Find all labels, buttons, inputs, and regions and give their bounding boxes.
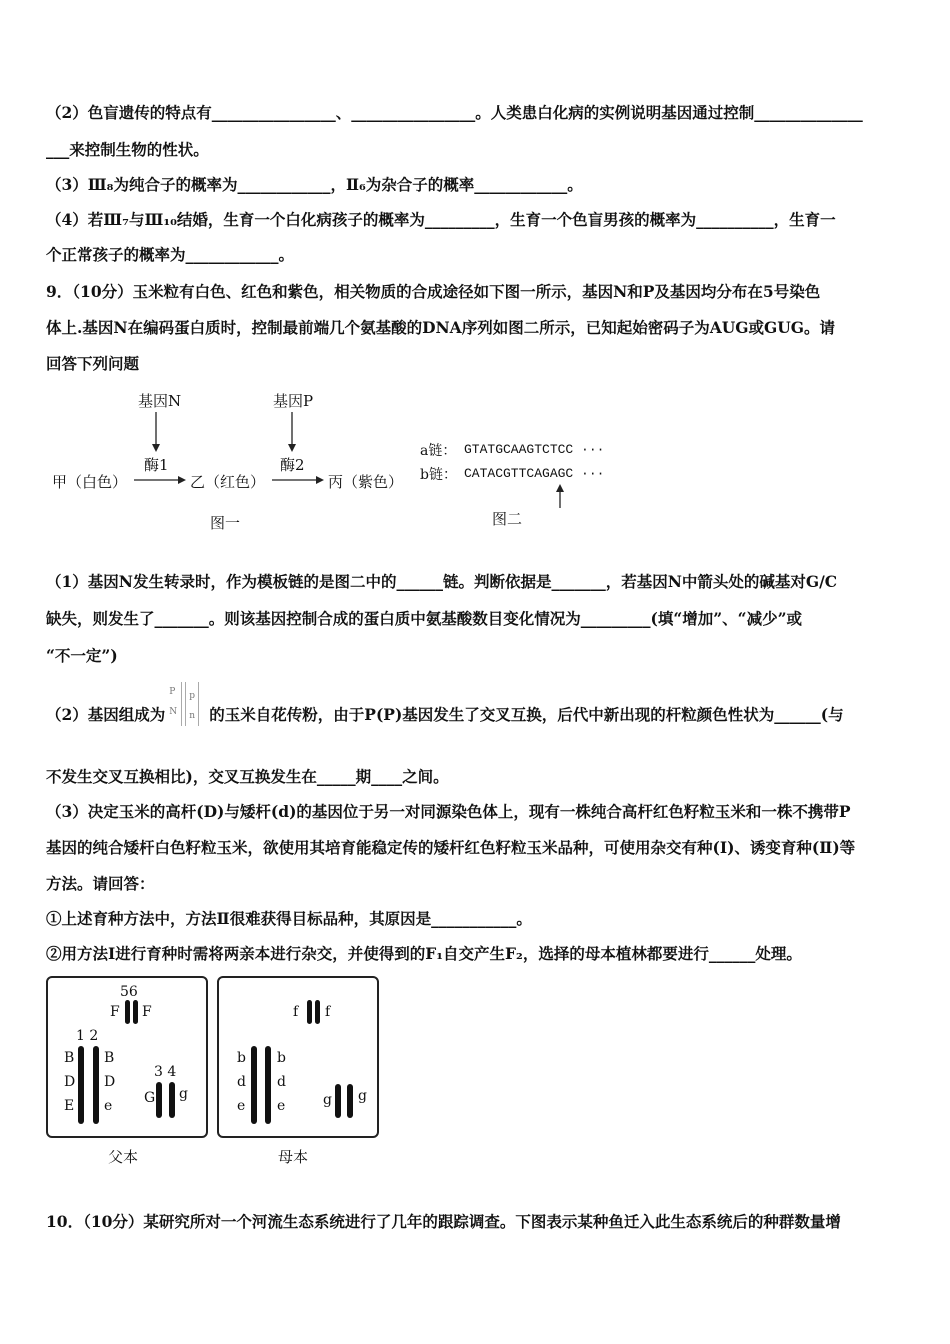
q9-sub1-line3: “不一定”) xyxy=(46,646,118,665)
mother-chromosome-box xyxy=(217,976,379,1138)
q9-sub1-line1: （1）基因N发生转录时，作为模板链的是图二中的______链。判断依据是_______，若基因N中箭头处的碱基对G/C xyxy=(46,572,838,591)
q9-intro-line1: 9．（10分）玉米粒有白色、红色和紫色，相关物质的合成途径如下图一所示，基因N和P及基因均分布在5号染色 xyxy=(46,282,821,301)
sub2-suffix: 的玉米自花传粉，由于P(P)基因发生了交叉互换，后代中新出现的杆粒颜色性状为______(与 xyxy=(209,705,844,724)
father-chromosome-1 xyxy=(78,1046,84,1124)
genotype-n2: n xyxy=(189,711,196,721)
genotype-n1: N xyxy=(169,707,178,717)
father-label-34: 3 4 xyxy=(154,1064,177,1080)
q8-part2-line1: （2）色盲遗传的特点有________________、________________。人类患白化病的实例说明基因通过控制______________ xyxy=(46,103,863,122)
mutation-arrow xyxy=(420,436,640,536)
substance-bing: 丙（紫色） xyxy=(328,473,404,491)
q9-sub1-line2: 缺失，则发生了_______。则该基因控制合成的蛋白质中氨基酸数目变化情况为_________(填“增加”、“减少”或 xyxy=(46,609,802,628)
genotype-figure xyxy=(165,687,209,726)
substance-jia: 甲（白色） xyxy=(52,473,128,491)
q9-sub3-item2: ②用方法I进行育种时需将两亲本进行杂交，并使得到的F₁自交产生F₂，选择的母本植林都要进行______处理。 xyxy=(46,944,802,963)
genotype-p2: p xyxy=(189,691,196,701)
q8-part4-line2: 个正常孩子的概率为____________。 xyxy=(46,245,295,264)
mother-right-allele-3: e xyxy=(277,1098,286,1114)
chain-a-sequence: GTATGCAAGTCTCC ··· xyxy=(464,442,605,457)
mother-chromosome-5 xyxy=(307,1000,312,1024)
mother-allele-f-left: f xyxy=(293,1004,299,1020)
gene-p-label: 基因P xyxy=(273,392,314,410)
father-chromosome-6 xyxy=(133,1000,138,1024)
figure-two-dna xyxy=(420,436,640,536)
father-allele-G: G xyxy=(144,1090,156,1106)
father-right-allele-1: B xyxy=(104,1050,115,1066)
q9-sub2-line2: 不发生交叉互换相比)，交叉互换发生在_____期____之间。 xyxy=(46,767,449,786)
q9-intro-line2: 体上.基因N在编码蛋白质时，控制最前端几个氨基酸的DNA序列如图二所示，已知起始密码子为AUG或GUG。请 xyxy=(46,318,835,337)
mother-chromosome-6 xyxy=(315,1000,320,1024)
figure-two-caption: 图二 xyxy=(492,510,523,528)
figure-one-pathway xyxy=(46,388,416,538)
chain-a-label: a链： xyxy=(420,443,457,459)
mother-chromosome-1 xyxy=(251,1046,257,1124)
q10-intro: 10．（10分）某研究所对一个河流生态系统进行了几年的跟踪调查。下图表示某种鱼迁入此生态系统后的种群数量增 xyxy=(46,1212,841,1231)
father-chromosome-3 xyxy=(156,1082,162,1118)
father-left-allele-1: B xyxy=(64,1050,75,1066)
father-allele-g: g xyxy=(179,1086,188,1102)
mother-right-allele-2: d xyxy=(277,1074,286,1090)
substance-yi: 乙（红色） xyxy=(190,473,266,491)
chain-b-sequence: CATACGTTCAGAGC ··· xyxy=(464,466,605,481)
q9-sub3-line2: 基因的纯合矮杆白色籽粒玉米，欲使用其培育能稳定传的矮杆红色籽粒玉米品种，可使用杂交有种(I)、诱变育种(Ⅱ)等 xyxy=(46,838,856,857)
father-right-allele-3: e xyxy=(104,1098,113,1114)
mother-right-allele-1: b xyxy=(277,1050,286,1066)
mother-left-allele-3: e xyxy=(237,1098,246,1114)
father-right-allele-2: D xyxy=(104,1074,116,1090)
mother-left-allele-2: d xyxy=(237,1074,246,1090)
genotype-p1: P xyxy=(169,687,176,697)
mother-allele-g-right: g xyxy=(358,1088,367,1104)
q8-part2-line2: ___来控制生物的性状。 xyxy=(46,140,209,159)
sub2-prefix: （2）基因组成为 xyxy=(46,705,166,724)
father-label-56: 56 xyxy=(120,984,138,1000)
q9-sub3-line1: （3）决定玉米的高杆(D)与矮杆(d)的基因位于另一对同源染色体上，现有一株纯合高杆红色籽粒玉米和一株不携带P xyxy=(46,802,851,821)
figure-one-caption: 图一 xyxy=(210,514,241,532)
father-caption: 父本 xyxy=(108,1148,139,1166)
enzyme1-label: 酶1 xyxy=(144,456,169,474)
father-left-allele-3: E xyxy=(64,1098,75,1114)
father-chromosome-5 xyxy=(125,1000,130,1024)
father-label-12: 1 2 xyxy=(76,1028,99,1044)
mother-allele-g-left: g xyxy=(323,1092,332,1108)
gene-p-arrowhead xyxy=(288,444,296,452)
father-chromosome-box xyxy=(46,976,208,1138)
enzyme2-label: 酶2 xyxy=(280,456,305,474)
gene-n-arrowhead xyxy=(152,444,160,452)
father-chromosome-4 xyxy=(169,1082,175,1118)
mother-allele-f-right: f xyxy=(325,1004,331,1020)
father-allele-F-left: F xyxy=(110,1004,120,1020)
father-chromosome-2 xyxy=(93,1046,99,1124)
gene-n-label: 基因N xyxy=(138,392,182,410)
mother-chromosome-3 xyxy=(335,1084,341,1118)
mother-left-allele-1: b xyxy=(237,1050,246,1066)
q9-sub3-item1: ①上述育种方法中，方法Ⅱ很难获得目标品种，其原因是___________。 xyxy=(46,909,532,928)
enzyme2-arrowhead xyxy=(316,476,324,484)
father-allele-F-right: F xyxy=(142,1004,152,1020)
enzyme1-arrowhead xyxy=(178,476,186,484)
mother-caption: 母本 xyxy=(278,1148,309,1166)
q9-sub2-line1 xyxy=(46,687,910,726)
q8-part3: （3）Ⅲ₈为纯合子的概率为____________，Ⅱ₆为杂合子的概率____________。 xyxy=(46,175,583,194)
chain-b-label: b链： xyxy=(420,467,457,483)
mother-chromosome-2 xyxy=(265,1046,271,1124)
q9-sub3-line3: 方法。请回答： xyxy=(46,874,155,893)
q9-intro-line3: 回答下列问题 xyxy=(46,354,140,373)
father-left-allele-2: D xyxy=(64,1074,76,1090)
q8-part4-line1: （4）若Ⅲ₇与Ⅲ₁₀结婚，生育一个白化病孩子的概率为_________，生育一个色盲男孩的概率为__________，生育一 xyxy=(46,210,836,229)
mother-chromosome-4 xyxy=(347,1084,353,1118)
